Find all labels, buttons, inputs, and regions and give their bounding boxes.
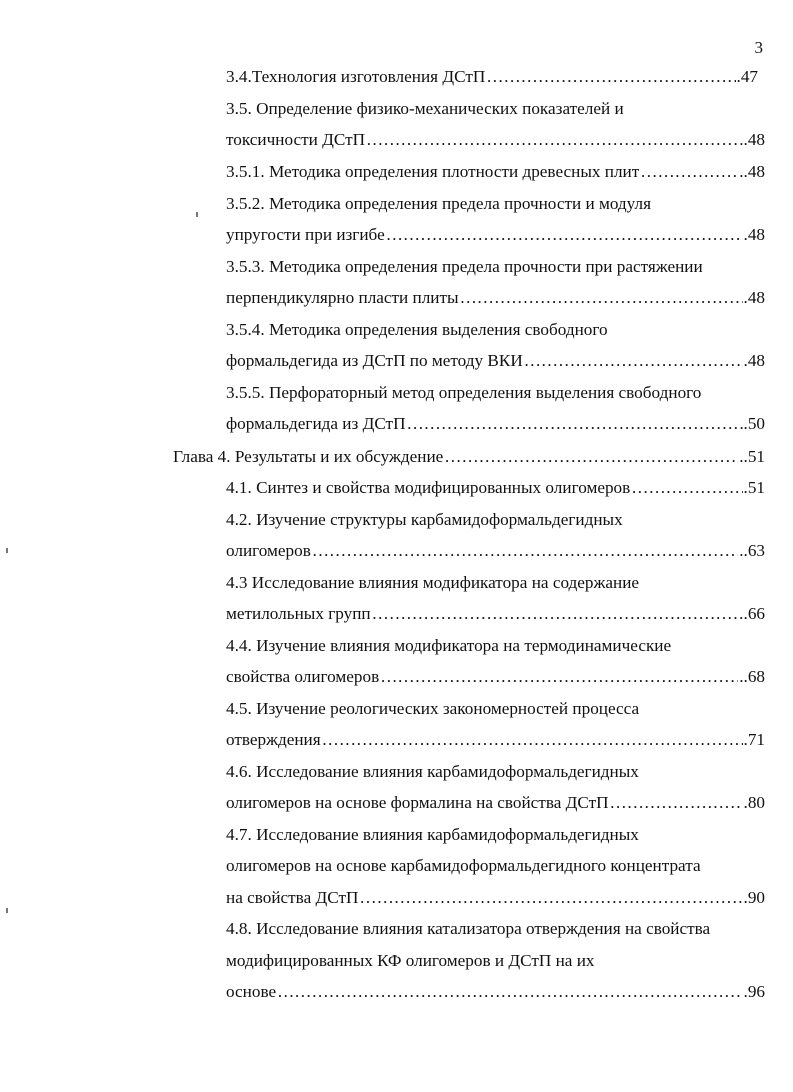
toc-entry-page: .71	[743, 730, 765, 749]
toc-entry-4-6-line1: 4.6. Исследование влияния карбамидоформальдегидных	[226, 762, 639, 781]
toc-entry-page: ..51	[739, 447, 765, 466]
toc-entry-3-5-3[interactable]	[226, 287, 765, 309]
toc-leader-dots	[486, 66, 735, 88]
toc-leader-dots	[322, 729, 743, 751]
toc-leader-dots	[406, 413, 742, 435]
toc-entry-3-5-4[interactable]	[226, 350, 765, 372]
toc-entry-page: ..48	[739, 162, 765, 181]
toc-entry-4-4[interactable]	[226, 666, 765, 688]
toc-entry-4-8[interactable]	[226, 981, 765, 1003]
toc-leader-dots	[631, 477, 742, 499]
toc-entry-text: 4.1. Синтез и свойства модифицированных олигомеров	[226, 478, 631, 497]
scan-artifact-mark	[196, 212, 198, 217]
toc-entry-4-6[interactable]	[226, 792, 765, 814]
toc-leader-dots	[444, 446, 738, 468]
toc-entry-text: 3.4.Технология изготовления ДСтП	[226, 67, 486, 86]
scan-artifact-mark	[6, 548, 8, 553]
toc-leader-dots	[366, 129, 738, 151]
page-number: 3	[754, 38, 763, 57]
toc-entry-page: .96	[743, 982, 765, 1001]
toc-entry-page: ..48	[739, 130, 765, 149]
toc-entry-text: на свойства ДСтП	[226, 888, 359, 907]
toc-entry-text: токсичности ДСтП	[226, 130, 366, 149]
scan-artifact-mark	[6, 908, 8, 913]
toc-leader-dots	[610, 792, 743, 814]
toc-entry-3-5-1[interactable]	[226, 161, 765, 183]
toc-entry-4-8-line2: модифицированных КФ олигомеров и ДСтП на их	[226, 951, 595, 970]
toc-entry-text: свойства олигомеров	[226, 667, 380, 686]
toc-entry-4-4-line1: 4.4. Изучение влияния модификатора на термодинамические	[226, 636, 672, 655]
toc-entry-page: .50	[743, 414, 765, 433]
toc-entry-4-7[interactable]	[226, 887, 765, 909]
toc-entry-3-5-5[interactable]	[226, 413, 765, 435]
toc-entry-page: .80	[743, 793, 765, 812]
toc-entry-3-5-2-line1: 3.5.2. Методика определения предела прочности и модуля	[226, 194, 652, 213]
toc-entry-page: .66	[743, 604, 765, 623]
toc-entry-3-5-5-line1: 3.5.5. Перфораторный метод определения выделения свободного	[226, 383, 702, 402]
toc-entry-page: .48	[743, 351, 765, 370]
toc-entry-chapter-4[interactable]	[173, 446, 765, 468]
toc-entry-text: формальдегида из ДСтП по методу ВКИ	[226, 351, 523, 370]
toc-leader-dots	[460, 287, 743, 309]
toc-entry-3-5-line1: 3.5. Определение физико-механических показателей и	[226, 99, 624, 118]
toc-entry-text: отверждения	[226, 730, 321, 749]
toc-entry-page: .48	[743, 225, 765, 244]
toc-leader-dots	[372, 603, 743, 625]
toc-entry-page: .90	[743, 888, 765, 907]
toc-entry-page: .48	[743, 288, 765, 307]
toc-leader-dots	[386, 224, 743, 246]
toc-entry-4-5[interactable]	[226, 729, 765, 751]
toc-entry-4-7-line1: 4.7. Исследование влияния карбамидоформальдегидных	[226, 825, 639, 844]
toc-entry-4-8-line1: 4.8. Исследование влияния катализатора отверждения на свойства	[226, 919, 711, 938]
toc-leader-dots	[640, 161, 738, 183]
toc-entry-4-7-line2: олигомеров на основе карбамидоформальдегидного концентрата	[226, 856, 701, 875]
toc-entry-text: упругости при изгибе	[226, 225, 385, 244]
toc-leader-dots	[524, 350, 743, 372]
toc-entry-3-5-2[interactable]	[226, 224, 765, 246]
toc-entry-4-2-line1: 4.2. Изучение структуры карбамидоформальдегидных	[226, 510, 623, 529]
toc-entry-text: 3.5.1. Методика определения плотности древесных плит	[226, 162, 640, 181]
toc-entry-3-5[interactable]	[226, 129, 765, 151]
toc-entry-text: основе	[226, 982, 277, 1001]
toc-entry-text: олигомеров на основе формалина на свойства ДСтП	[226, 793, 609, 812]
toc-entry-text: Глава 4. Результаты и их обсуждение	[173, 447, 444, 466]
toc-entry-4-3[interactable]	[226, 603, 765, 625]
toc-entry-page: .47	[736, 67, 758, 86]
toc-entry-text: олигомеров	[226, 541, 311, 560]
toc-entry-text: метилольных групп	[226, 604, 371, 623]
toc-leader-dots	[312, 540, 738, 562]
toc-entry-4-2[interactable]	[226, 540, 765, 562]
toc-entry-text: формальдегида из ДСтП	[226, 414, 406, 433]
toc-leader-dots	[277, 981, 742, 1003]
toc-entry-3-5-4-line1: 3.5.4. Методика определения выделения свободного	[226, 320, 608, 339]
toc-entry-3-5-3-line1: 3.5.3. Методика определения предела прочности при растяжении	[226, 257, 703, 276]
toc-leader-dots	[380, 666, 738, 688]
toc-entry-3-4[interactable]	[226, 66, 758, 88]
toc-entry-4-3-line1: 4.3 Исследование влияния модификатора на содержание	[226, 573, 640, 592]
toc-entry-4-1[interactable]	[226, 477, 765, 499]
toc-entry-page: ..68	[739, 667, 765, 686]
toc-entry-page: ..63	[739, 541, 765, 560]
toc-entry-page: .51	[743, 478, 765, 497]
toc-entry-4-5-line1: 4.5. Изучение реологических закономерностей процесса	[226, 699, 640, 718]
toc-entry-text: перпендикулярно пласти плиты	[226, 288, 459, 307]
toc-leader-dots	[359, 887, 742, 909]
